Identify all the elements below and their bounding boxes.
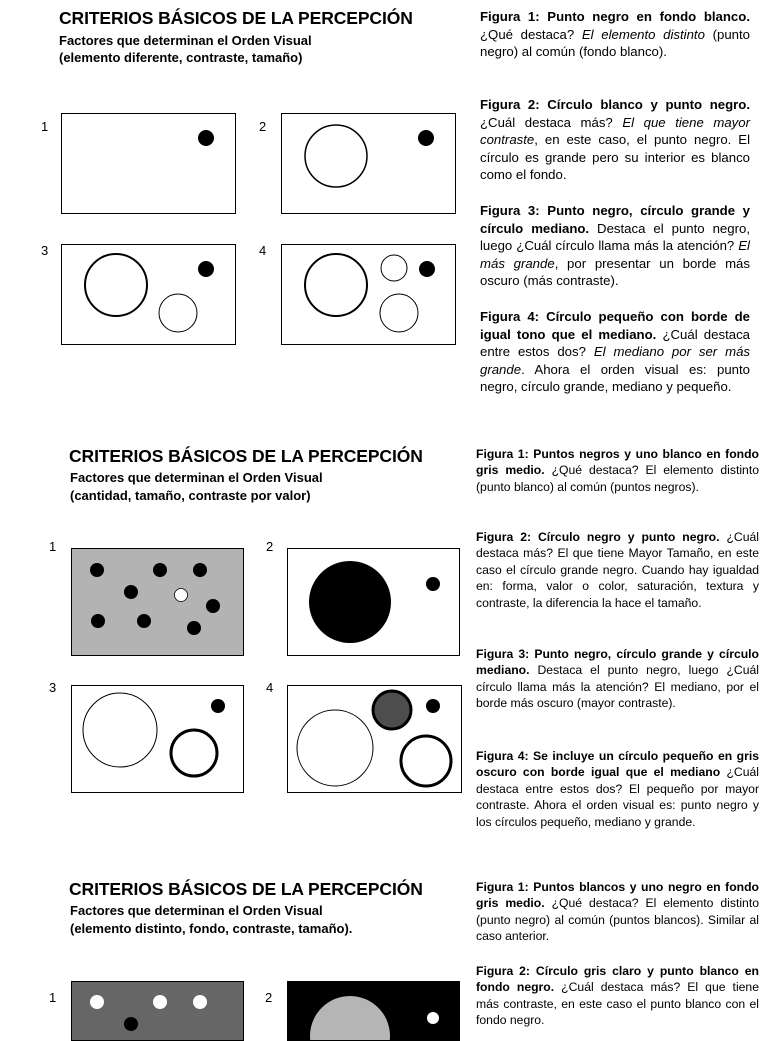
caption-bold: Figura 3: Punto negro, círculo grande y círculo mediano. [480,203,750,236]
figure-1-2-drawing [282,114,456,214]
section-3-subtitle-1: Factores que determinan el Orden Visual [70,903,323,918]
figure-2-description [476,963,759,1029]
figure-2-1-drawing [72,549,244,656]
caption-text: Destaca el punto negro, luego ¿Cuál círculo llama más la atención? El mediano, por el borde más oscuro (mayor contraste). [476,663,759,711]
caption-bold: Figura 3: Punto negro, círculo grande y círculo mediano. [476,647,759,678]
figure-1-1-drawing [62,114,236,214]
figure-3-1 [71,981,244,1041]
figure-3-2 [287,981,460,1041]
white-dot [153,995,167,1009]
caption-bold: Figura 2: Círculo gris claro y punto blanco en fondo negro. [476,964,759,995]
caption-bold: Figura 4: Se incluye un círculo pequeño en gris oscuro con borde igual que el mediano [476,749,759,780]
caption-text: (punto negro) al común (fondo blanco). [480,26,750,60]
caption-bold: Figura 4: Círculo pequeño con borde de igual tono que el mediano. [480,309,750,342]
black-dot [91,614,105,628]
section-1-subtitle-1: Factores que determinan el Orden Visual [59,33,312,48]
black-dot [198,130,214,146]
figure-2-4-drawing [288,686,462,793]
caption-text: ¿Qué destaca? El elemento distinto (punto blanco) al común (puntos negros). [476,463,760,494]
figure-number: 3 [49,680,57,695]
black-dot [124,1017,138,1031]
section-3-title: CRITERIOS BÁSICOS DE LA PERCEPCIÓN [69,879,423,899]
caption-text: Destaca el punto negro, luego ¿Cuál círculo llama más la atención? [480,220,750,254]
figure-1-1 [61,113,236,214]
white-dot [193,995,207,1009]
white-dot [90,995,104,1009]
figure-number: 1 [49,539,57,554]
figure-number: 4 [259,243,267,258]
figure-4-description [476,748,759,830]
figure-2-description [480,96,750,184]
figure-2-3 [71,685,244,793]
figure-2-3-drawing [72,686,244,793]
dark-gray-circle [373,691,411,729]
caption-text: ¿Cuál destaca más? El que tiene Mayor Tamaño, en este caso el círculo grande negro. Cuando hay igualdad en: forma, valor o color, saturación, textura y contraste, la diferencia la hace el tamaño. [476,530,759,610]
caption-italic: El mediano por ser más grande [480,344,750,377]
section-2-subtitle-1: Factores que determinan el Orden Visual [70,470,323,485]
light-gray-circle [310,996,390,1041]
figure-2-2-drawing [288,549,460,656]
caption-bold: Figura 1: Punto negro en fondo blanco. [480,9,750,24]
caption-italic: El que tiene mayor contraste [480,114,750,148]
black-dot [124,585,138,599]
figure-number: 1 [41,119,49,134]
large-circle [85,254,147,316]
large-black-circle [309,561,391,643]
figure-1-description [480,8,750,61]
figure-1-description [476,879,759,945]
black-dot [137,614,151,628]
medium-circle [401,736,451,786]
section-1-title: CRITERIOS BÁSICOS DE LA PERCEPCIÓN [59,8,413,28]
caption-text: ¿Cuál destaca entre estos dos? [480,326,750,360]
caption-text: . Ahora el orden visual es: punto negro, círculo grande, mediano y pequeño. [480,361,750,395]
small-circle [381,255,407,281]
caption-text: ¿Qué destaca? El elemento distinto (punto negro) al común (puntos blancos). Similar al caso anterior. [476,896,760,944]
black-dot [426,577,440,591]
figure-2-1 [71,548,244,656]
caption-text: ¿Cuál destaca más? El que tiene más contraste, en este caso el punto blanco con el fondo negro. [476,980,759,1028]
black-dot [187,621,201,635]
figure-2-2 [287,548,460,656]
black-dot [419,261,435,277]
figure-3-description [476,646,759,712]
large-circle [297,710,373,786]
medium-circle [171,730,217,776]
figure-4-description [480,308,750,396]
large-circle [83,693,157,767]
white-circle [305,125,367,187]
caption-bold: Figura 2: Círculo blanco y punto negro. [480,97,750,112]
caption-text: , por presentar un borde más oscuro (más contraste). [480,255,750,289]
figure-2-4 [287,685,462,793]
black-dot [193,563,207,577]
section-3-subtitle-2: (elemento distinto, fondo, contraste, tamaño). [70,921,353,936]
figure-1-3 [61,244,236,345]
caption-italic: El elemento distinto [581,26,705,42]
section-2-subtitle-2: (cantidad, tamaño, contraste por valor) [70,488,311,503]
figure-1-2 [281,113,456,214]
figure-number: 2 [266,539,274,554]
caption-bold: Figura 2: Círculo negro y punto negro. [476,530,720,544]
black-dot [153,563,167,577]
figure-2-description [476,529,759,611]
figure-number: 4 [266,680,274,695]
figure-number: 1 [49,990,57,1005]
figure-1-4-drawing [282,245,456,345]
figure-1-3-drawing [62,245,236,345]
figure-number: 2 [265,990,273,1005]
figure-3-description [480,202,750,290]
black-dot [211,699,225,713]
large-circle [305,254,367,316]
caption-text: ¿Cuál destaca entre estos dos? El pequeño por mayor contraste. Ahora el orden visual es: punto negro y los círculos pequeño, mediano y grande. [476,765,759,829]
section-2-title: CRITERIOS BÁSICOS DE LA PERCEPCIÓN [69,446,423,466]
caption-text: ¿Cuál destaca más? [480,114,623,130]
black-dot [198,261,214,277]
figure-1-description [476,446,759,495]
figure-3-2-drawing [288,982,460,1041]
white-dot [427,1012,439,1024]
medium-circle [380,294,418,332]
medium-circle [159,294,197,332]
black-dot [418,130,434,146]
black-dot [90,563,104,577]
black-dot [426,699,440,713]
white-dot [175,589,188,602]
figure-number: 3 [41,243,49,258]
section-1-subtitle-2: (elemento diferente, contraste, tamaño) [59,50,303,65]
caption-italic: El más grande [480,238,750,271]
black-dot [206,599,220,613]
caption-text: ¿Qué destaca? [480,26,582,42]
caption-bold: Figura 1: Puntos blancos y uno negro en fondo gris medio. [476,880,759,911]
figure-1-4 [281,244,456,345]
figure-number: 2 [259,119,267,134]
figure-3-1-drawing [72,982,244,1041]
caption-text: , en este caso, el punto negro. El círculo es grande pero su interior es blanco como el fondo. [480,132,750,183]
caption-bold: Figura 1: Puntos negros y uno blanco en fondo gris medio. [476,447,759,478]
